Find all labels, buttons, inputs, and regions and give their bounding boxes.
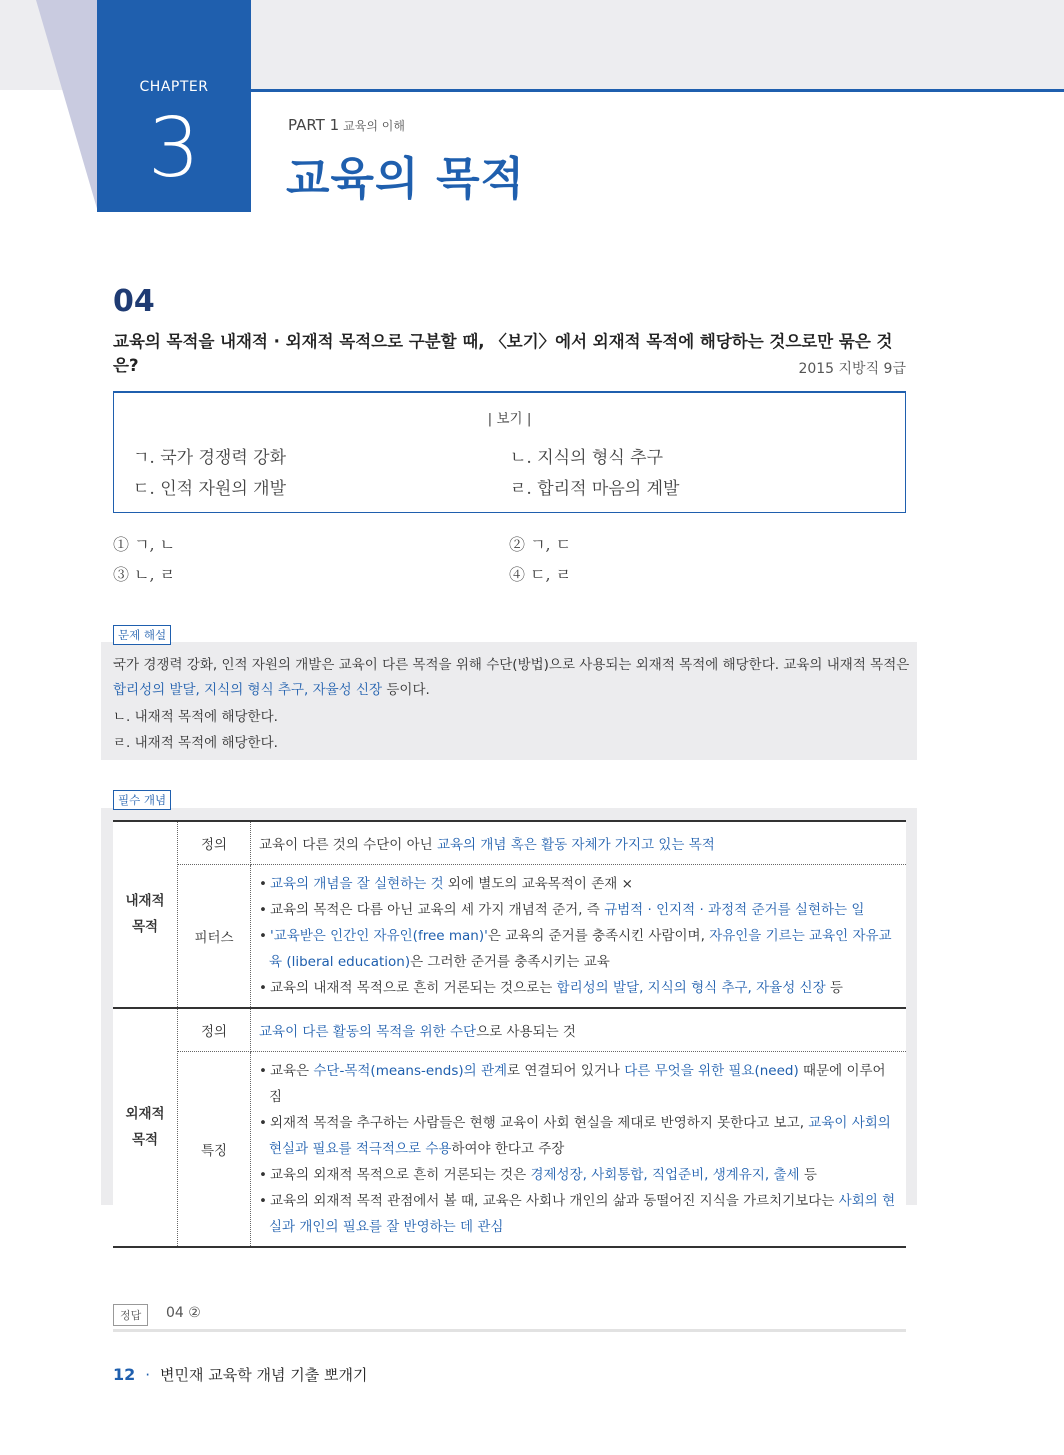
answer-rule: [113, 1329, 906, 1332]
question-text: 교육의 목적을 내재적 · 외재적 목적으로 구분할 때, 〈보기〉에서 외재적 목적에 해당하는 것으로만 묶은 것은?: [113, 332, 893, 375]
external-def: 교육이 다른 활동의 목적을 위한 수단으로 사용되는 것: [251, 1008, 907, 1052]
table-row: [113, 865, 906, 1009]
chapter-label: CHAPTER: [139, 79, 209, 95]
list-item: • 교육의 목적은 다름 아닌 교육의 세 가지 개념적 준거, 즉 규범적 · 인지적 · 과정적 준거를 실현하는 일: [259, 897, 898, 923]
list-item: • 교육은 수단-목적(means-ends)의 관계로 연결되어 있거나 다른 무엇을 위한 필요(need) 때문에 이루어짐: [259, 1058, 898, 1110]
table-row: [113, 821, 906, 865]
bogi-title: | 보기 |: [487, 411, 532, 427]
explanation-line: 국가 경쟁력 강화, 인적 자원의 개발은 교육이 다른 목적을 위해 수단(방법)으로 사용되는 외재적 목적에 해당한다. 교육의 내재적 목적은: [113, 657, 910, 673]
chapter-number: 3: [147, 101, 201, 196]
choice-3[interactable]: ③ ㄴ, ㄹ: [113, 565, 176, 584]
page-title: 교육의 목적: [286, 152, 526, 205]
explanation-highlight: 합리성의 발달, 지식의 형식 추구, 자율성 신장: [113, 682, 383, 698]
explanation-tag: 문제 해설: [113, 625, 171, 645]
header-triangle: [36, 0, 98, 212]
answer-value: 04 ②: [166, 1305, 201, 1321]
external-feature-label: 특징: [178, 1052, 251, 1248]
internal-def-label: 정의: [178, 821, 251, 865]
external-def-label: 정의: [178, 1008, 251, 1052]
list-item: • 교육의 내재적 목적으로 흔히 거론되는 것으로는 합리성의 발달, 지식의 형식 추구, 자율성 신장 등: [259, 975, 898, 1001]
list-item: • '교육받은 인간인 자유인(free man)'은 교육의 준거를 충족시킨 사람이며, 자유인을 기르는 교육인 자유교육 (liberal education)은 그러한 준거를 충족시키는 교육: [259, 923, 898, 975]
bogi-item: ㄷ. 인적 자원의 개발: [133, 479, 286, 499]
part-subtitle: 교육의 이해: [343, 119, 405, 133]
explanation-line: 합리성의 발달, 지식의 형식 추구, 자율성 신장 등이다.: [113, 682, 430, 698]
concept-table: [113, 820, 906, 1248]
question-source: 2015 지방직 9급: [798, 361, 906, 377]
header-rule: [250, 89, 1064, 92]
explanation-line: ㄹ. 내재적 목적에 해당한다.: [113, 735, 278, 751]
internal-def: 교육이 다른 것의 수단이 아닌 교육의 개념 혹은 활동 자체가 가지고 있는 목적: [251, 821, 907, 865]
internal-category: 내재적 목적: [113, 821, 178, 1008]
internal-peters-label: 피터스: [178, 865, 251, 1009]
table-row: [113, 1008, 906, 1052]
footer-dot: ·: [145, 1366, 151, 1384]
external-features: [251, 1052, 907, 1248]
bogi-item: ㄹ. 합리적 마음의 계발: [510, 479, 680, 499]
explanation-line: ㄴ. 내재적 목적에 해당한다.: [113, 709, 278, 725]
book-title: 변민재 교육학 개념 기출 뽀개기: [160, 1366, 368, 1384]
choice-1[interactable]: ① ㄱ, ㄴ: [113, 535, 176, 554]
bogi-item: ㄴ. 지식의 형식 추구: [510, 448, 663, 468]
footer: [113, 1364, 368, 1385]
list-item: • 교육의 외재적 목적 관점에서 볼 때, 교육은 사회나 개인의 삶과 동떨어진 지식을 가르치기보다는 사회의 현실과 개인의 필요를 잘 반영하는 데 관심: [259, 1188, 898, 1240]
part-label: [288, 116, 405, 134]
question-number: 04: [113, 284, 155, 319]
answer-tag: 정답: [113, 1304, 148, 1326]
list-item: • 교육의 개념을 잘 실현하는 것 외에 별도의 교육목적이 존재 ×: [259, 871, 898, 897]
list-item: • 교육의 외재적 목적으로 흔히 거론되는 것은 경제성장, 사회통합, 직업준비, 생계유지, 출세 등: [259, 1162, 898, 1188]
choice-2[interactable]: ② ㄱ, ㄷ: [509, 535, 572, 554]
part-number: PART 1: [288, 116, 340, 134]
table-row: [113, 1052, 906, 1248]
page-number: 12: [113, 1365, 136, 1384]
choice-4[interactable]: ④ ㄷ, ㄹ: [509, 565, 572, 584]
list-item: • 외재적 목적을 추구하는 사람들은 현행 교육이 사회 현실을 제대로 반영하지 못한다고 보고, 교육이 사회의 현실과 필요를 적극적으로 수용하여야 한다고 주장: [259, 1110, 898, 1162]
internal-peters: [251, 865, 907, 1009]
external-category: 외재적 목적: [113, 1008, 178, 1247]
concept-tag: 필수 개념: [113, 790, 171, 810]
bogi-item: ㄱ. 국가 경쟁력 강화: [133, 448, 286, 468]
